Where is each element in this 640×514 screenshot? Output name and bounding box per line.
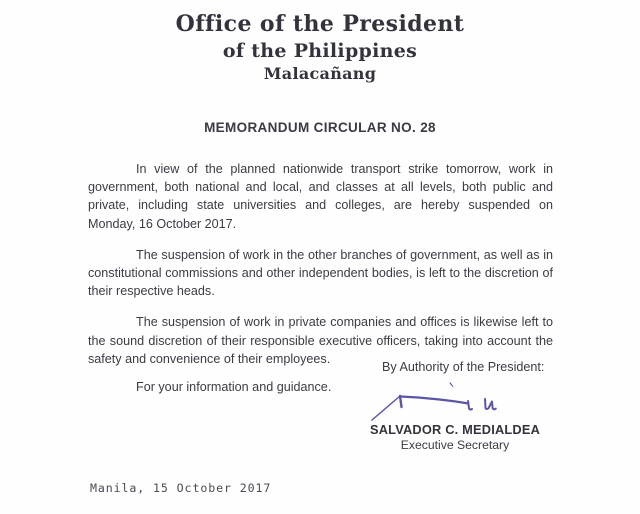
body-paragraph-1: In view of the planned nationwide transport strike tomorrow, work in government, both national and local, and classes at all levels, both public and private, including state universities and colleges, are hereby suspended on Monday, 16 October 2017. [88, 162, 553, 231]
letterhead-line-country: of the Philippines [222, 39, 418, 62]
signatory-role: Executive Secretary [400, 438, 510, 452]
letterhead [0, 0, 640, 84]
body-paragraph-3: The suspension of work in private companies and offices is likewise left to the sound discretion of their responsible executive officers, taking into account the safety and convenience of their employees. [88, 315, 553, 366]
by-authority-line: By Authority of the President: [382, 360, 545, 374]
signatory-name: SALVADOR C. MEDIALDEA [369, 422, 541, 437]
closing-line: For your information and guidance. [136, 380, 332, 395]
signature-ink-icon [364, 376, 534, 422]
letterhead-line-palace: Malacañang [263, 64, 377, 84]
page-title: MEMORANDUM CIRCULAR NO. 28 [204, 120, 436, 136]
handwritten-signature [330, 378, 580, 424]
footer-date-line: Manila, 15 October 2017 [90, 481, 272, 495]
signature-block [330, 360, 580, 452]
letterhead-line-office: Office of the President [175, 11, 465, 37]
body-paragraph-2: The suspension of work in the other branches of government, as well as in constitutional commissions and other independent bodies, is left to the discretion of their respective heads. [88, 247, 553, 299]
